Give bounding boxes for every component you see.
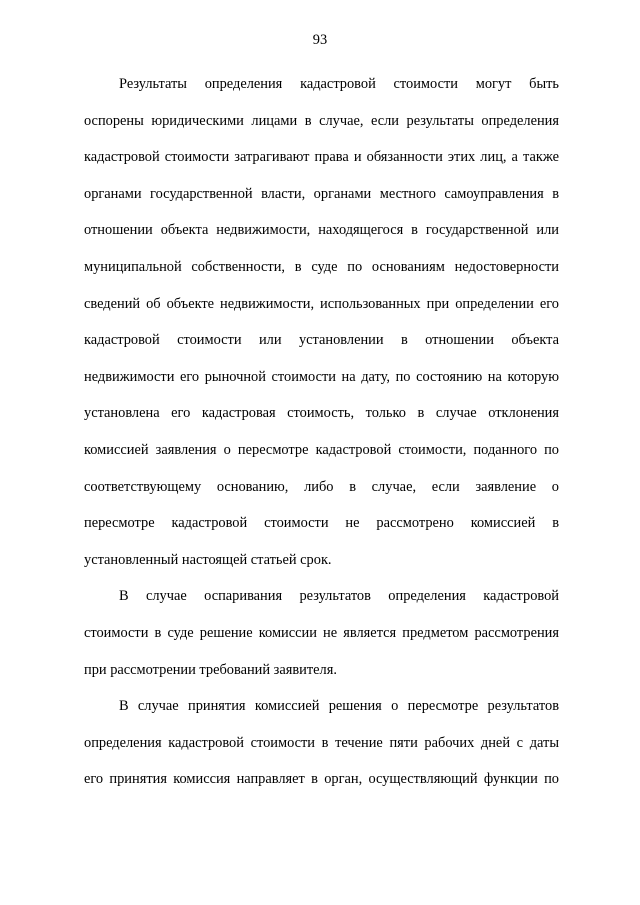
paragraph-line: В случае принятия комиссией решения о пересмотре результатов xyxy=(119,698,559,715)
paragraph-line: при рассмотрении требований заявителя. xyxy=(84,661,337,678)
paragraph-line: соответствующему основанию, либо в случае, если заявление о xyxy=(84,478,559,495)
paragraph-line: отношении объекта недвижимости, находящегося в государственной или xyxy=(84,222,559,239)
paragraph-line: В случае оспаривания результатов определения кадастровой xyxy=(119,588,559,605)
paragraph-line: установленный настоящей статьей срок. xyxy=(84,551,332,568)
paragraph-line: муниципальной собственности, в суде по основаниям недостоверности xyxy=(84,258,559,275)
paragraph-3 xyxy=(84,688,559,798)
paragraph-line: кадастровой стоимости затрагивают права и обязанности этих лиц, а также xyxy=(84,149,559,166)
paragraph-line: органами государственной власти, органами местного самоуправления в xyxy=(84,185,559,202)
paragraph-line: Результаты определения кадастровой стоимости могут быть xyxy=(119,76,559,92)
paragraph-line: установлена его кадастровая стоимость, только в случае отклонения xyxy=(84,405,559,422)
paragraph-line: его принятия комиссия направляет в орган, осуществляющий функции по xyxy=(84,771,559,788)
page-number: 93 xyxy=(312,32,328,48)
paragraph-line: комиссией заявления о пересмотре кадастровой стоимости, поданного по xyxy=(84,441,559,458)
paragraph-line: недвижимости его рыночной стоимости на дату, по состоянию на которую xyxy=(84,368,559,385)
paragraph-line: оспорены юридическими лицами в случае, если результаты определения xyxy=(84,112,559,129)
paragraph-line: определения кадастровой стоимости в течение пяти рабочих дней с даты xyxy=(84,734,559,751)
document-body xyxy=(84,66,559,798)
paragraph-line: кадастровой стоимости или установлении в отношении объекта xyxy=(84,332,559,349)
paragraph-2 xyxy=(84,578,559,688)
paragraph-line: стоимости в суде решение комиссии не является предметом рассмотрения xyxy=(84,624,559,641)
paragraph-line: пересмотре кадастровой стоимости не рассмотрено комиссией в xyxy=(84,515,559,532)
paragraph-line: сведений об объекте недвижимости, использованных при определении его xyxy=(84,295,559,312)
paragraph-1 xyxy=(84,66,559,578)
